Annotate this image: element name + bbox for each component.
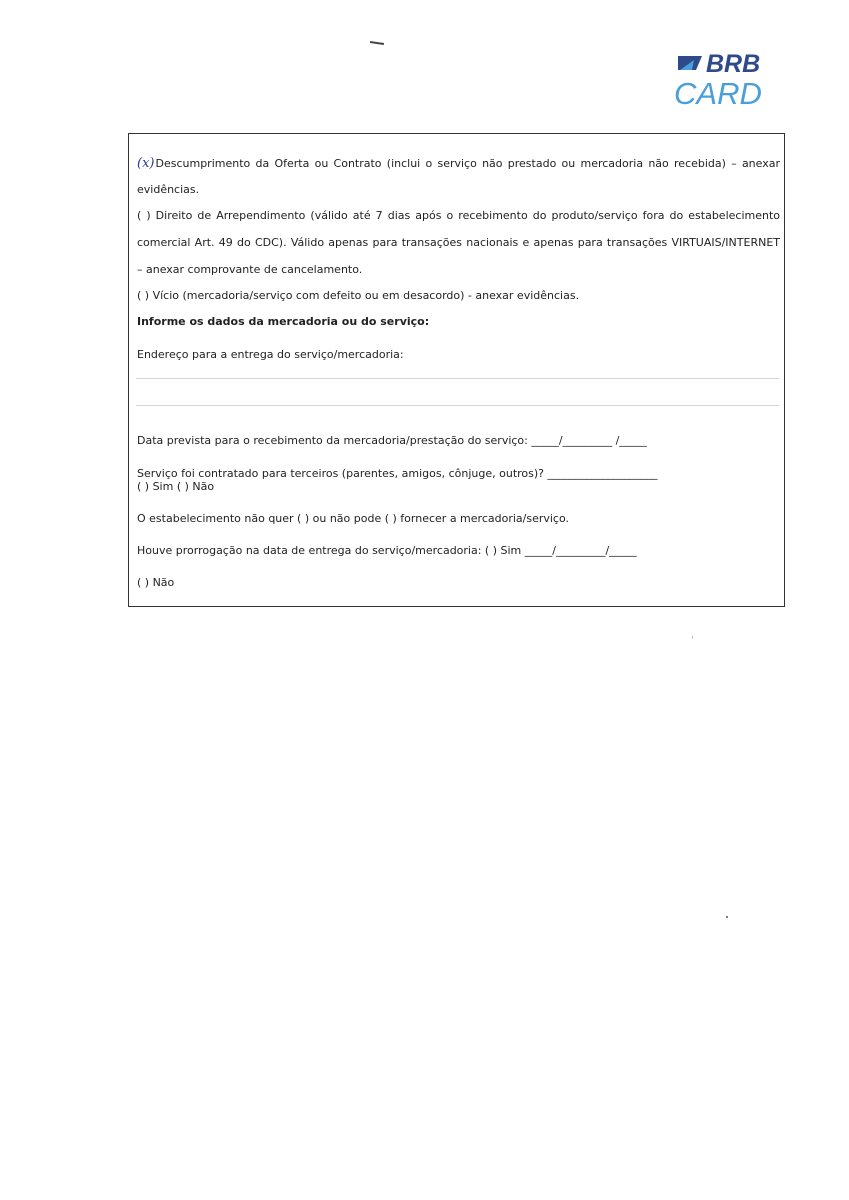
option-withdrawal-line1: ( ) Direito de Arrependimento (válido até 7 dias após o recebimento do produto/serviço fora do estabelecimento bbox=[137, 209, 780, 222]
expected-date-field[interactable]: Data prevista para o recebimento da mercadoria/prestação do serviço: _____/_________ /_____ bbox=[137, 434, 647, 447]
handwritten-check-mark: (x) bbox=[137, 156, 155, 171]
extension-no-option[interactable]: ( ) Não bbox=[137, 576, 175, 589]
stray-pen-mark bbox=[370, 41, 384, 45]
option-breach-text-line1: Descumprimento da Oferta ou Contrato (inclui o serviço não prestado ou mercadoria não recebida) – anexar bbox=[155, 157, 780, 170]
extension-question[interactable]: Houve prorrogação na data de entrega do serviço/mercadoria: ( ) Sim _____/_________/_____ bbox=[137, 544, 637, 557]
option-withdrawal-line2: comercial Art. 49 do CDC). Válido apenas para transações nacionais e apenas para transações VIRTUAIS/INTERNET bbox=[137, 236, 780, 249]
logo-brb-text: BRB bbox=[706, 50, 761, 78]
third-party-options[interactable]: ( ) Sim ( ) Não bbox=[137, 480, 215, 493]
address-line-2[interactable] bbox=[136, 405, 779, 406]
address-label: Endereço para a entrega do serviço/mercadoria: bbox=[137, 348, 404, 361]
logo-card-text: CARD bbox=[674, 76, 762, 108]
address-line-1[interactable] bbox=[136, 378, 779, 379]
option-withdrawal-line3: – anexar comprovante de cancelamento. bbox=[137, 263, 363, 276]
scan-speck bbox=[726, 916, 728, 918]
option-breach-of-offer bbox=[137, 157, 780, 171]
section-heading: Informe os dados da mercadoria ou do serviço: bbox=[137, 315, 430, 328]
scan-speck bbox=[692, 636, 693, 639]
option-breach-text-line2: evidências. bbox=[137, 183, 200, 196]
brb-card-logo-graphic bbox=[672, 48, 782, 108]
brb-card-logo bbox=[672, 48, 782, 108]
option-defect: ( ) Vício (mercadoria/serviço com defeito ou em desacordo) - anexar evidências. bbox=[137, 289, 580, 302]
dispute-form-box bbox=[128, 133, 785, 607]
third-party-question[interactable]: Serviço foi contratado para terceiros (parentes, amigos, cônjuge, outros)? ____________________ bbox=[137, 467, 658, 480]
merchant-refusal-question[interactable]: O estabelecimento não quer ( ) ou não pode ( ) fornecer a mercadoria/serviço. bbox=[137, 512, 570, 525]
